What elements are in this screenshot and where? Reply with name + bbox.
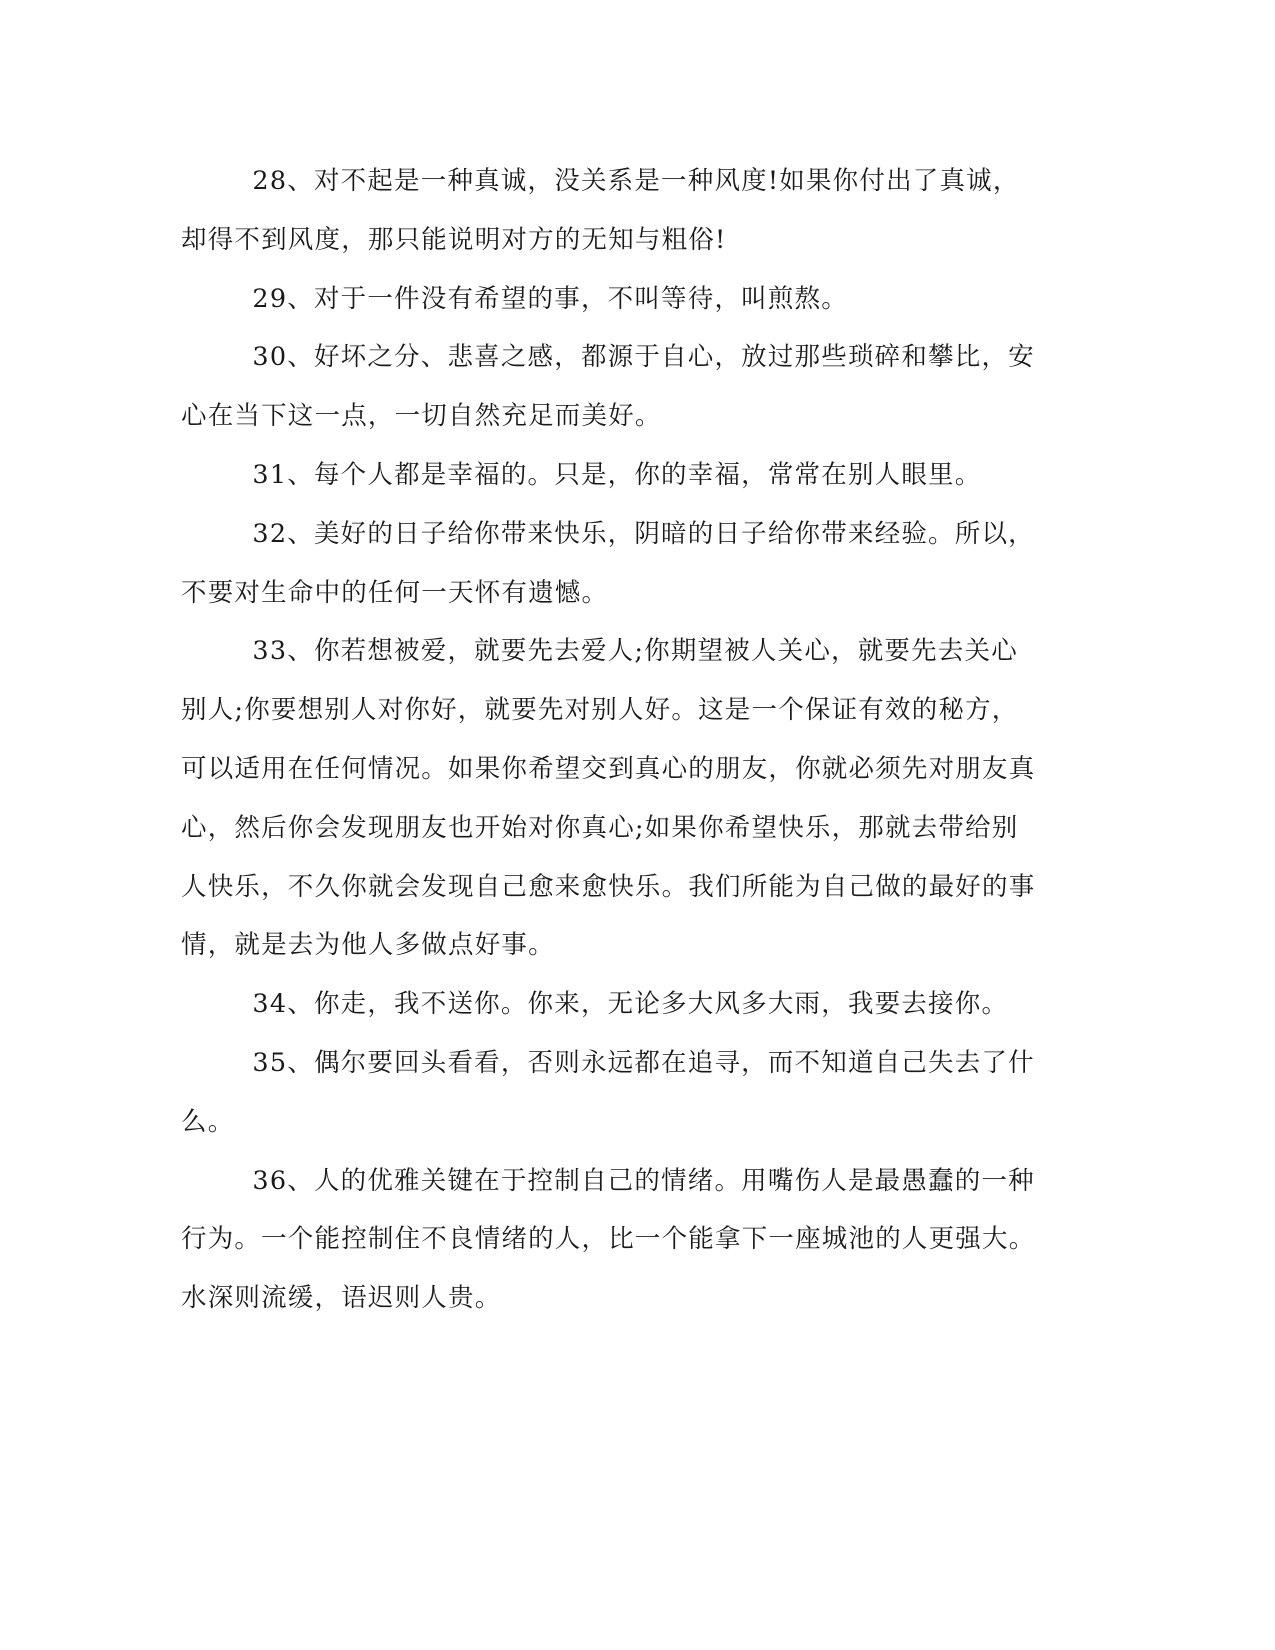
paragraph-31: 31、每个人都是幸福的。只是，你的幸福，常常在别人眼里。	[252, 459, 982, 490]
paragraph-32: 32、美好的日子给你带来快乐，阴暗的日子给你带来经验。所以，不要对生命中的任何一天怀有遗憾。	[181, 518, 1035, 608]
paragraph-35: 35、偶尔要回头看看，否则永远都在追寻，而不知道自己失去了什么。	[181, 1047, 1035, 1137]
document-body	[181, 152, 1041, 1328]
paragraph-28: 28、对不起是一种真诚，没关系是一种风度!如果你付出了真诚，却得不到风度，那只能说明对方的无知与粗俗!	[181, 166, 1020, 255]
paragraph-33: 33、你若想被爱，就要先去爱人;你期望被人关心，就要先去关心别人;你要想别人对你好，就要先对别人好。这是一个保证有效的秘方，可以适用在任何情况。如果你希望交到真心的朋友，你就必须先对朋友真心，然后你会发现朋友也开始对你真心;如果你希望快乐，那就去带给别人快乐，不久你就会发现自己愈来愈快乐。我们所能为自己做的最好的事情，就是去为他人多做点好事。	[181, 636, 1036, 961]
paragraph-29: 29、对于一件没有希望的事，不叫等待，叫煎熬。	[252, 283, 848, 314]
paragraph-36: 36、人的优雅关键在于控制自己的情绪。用嘴伤人是最愚蠢的一种行为。一个能控制住不良情绪的人，比一个能拿下一座城池的人更强大。水深则流缓，语迟则人贵。	[181, 1165, 1036, 1314]
paragraph-30: 30、好坏之分、悲喜之感，都源于自心，放过那些琐碎和攀比，安心在当下这一点，一切自然充足而美好。	[181, 342, 1035, 432]
paragraph-34: 34、你走，我不送你。你来，无论多大风多大雨，我要去接你。	[252, 989, 1009, 1020]
